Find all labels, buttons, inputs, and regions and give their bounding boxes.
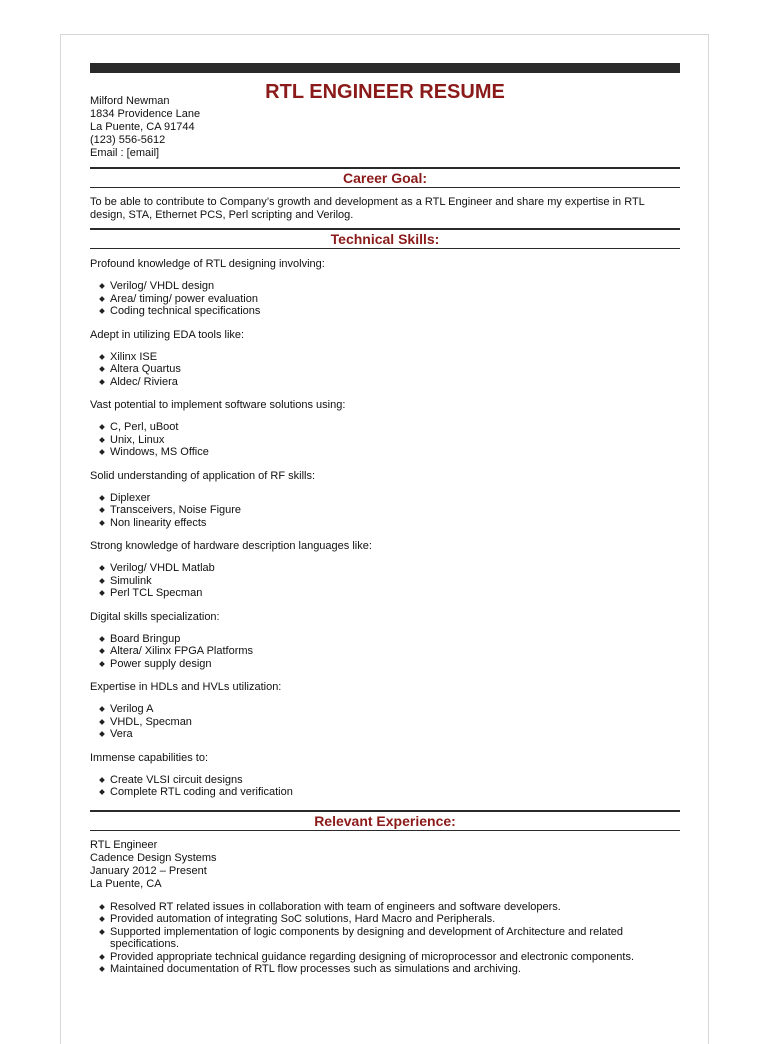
resume-content (90, 63, 680, 976)
skill-item: Xilinx ISE (110, 351, 680, 364)
skill-item: Perl TCL Specman (110, 587, 680, 600)
skill-item: Transceivers, Noise Figure (110, 504, 680, 517)
duty-item: Provided automation of integrating SoC solutions, Hard Macro and Peripherals. (110, 913, 680, 926)
skill-group-intro: Immense capabilities to: (90, 751, 208, 764)
skill-item: Altera/ Xilinx FPGA Platforms (110, 645, 680, 658)
skill-item: Verilog/ VHDL design (110, 280, 680, 293)
career-goal-text: To be able to contribute to Company’s growth and development as a RTL Engineer and share my expertise in RTL design, STA, Ethernet PCS, Perl scripting and Verilog. (90, 196, 645, 221)
duty-item: Supported implementation of logic components by designing and development of Architecture and related specifications. (110, 926, 680, 951)
contact-phone: (123) 556-5612 (90, 134, 166, 146)
skill-group-intro: Vast potential to implement software solutions using: (90, 399, 346, 411)
experience-job (90, 839, 680, 891)
skill-group-intro: Digital skills specialization: (90, 610, 220, 623)
skill-item: Coding technical specifications (110, 305, 680, 318)
contact-street: 1834 Providence Lane (90, 108, 201, 120)
skill-item: Vera (110, 728, 680, 741)
experience-heading: Relevant Experience: (90, 810, 680, 831)
contact-email: Email : [email] (90, 147, 160, 159)
contact-city: La Puente, CA 91744 (90, 121, 195, 133)
skill-group-list (90, 703, 680, 741)
skills-list (90, 258, 680, 799)
top-bar (90, 63, 680, 73)
skill-group-list (90, 492, 680, 530)
skill-group-list (90, 562, 680, 600)
skill-item: Windows, MS Office (110, 446, 680, 459)
skill-group-list (90, 280, 680, 318)
skill-group-list (90, 633, 680, 671)
skill-item: Area/ timing/ power evaluation (110, 293, 680, 306)
skill-group-list (90, 351, 680, 389)
duty-item: Provided appropriate technical guidance regarding designing of microprocessor and electronic components. (110, 951, 680, 964)
technical-skills-heading: Technical Skills: (90, 228, 680, 249)
skill-item: Board Bringup (110, 633, 680, 646)
skill-item: Verilog A (110, 703, 680, 716)
experience-duties (90, 901, 680, 976)
skill-group-intro: Strong knowledge of hardware description languages like: (90, 540, 372, 552)
skill-group-intro: Expertise in HDLs and HVLs utilization: (90, 681, 282, 693)
career-goal-heading: Career Goal: (90, 167, 680, 188)
contact-block (90, 95, 680, 160)
skill-item: Complete RTL coding and verification (110, 786, 680, 799)
skill-group-intro: Adept in utilizing EDA tools like: (90, 328, 245, 341)
skill-group-list (90, 774, 680, 799)
skill-item: Simulink (110, 575, 680, 588)
skill-group-intro: Solid understanding of application of RF skills: (90, 469, 316, 482)
skill-group-intro: Profound knowledge of RTL designing involving: (90, 258, 325, 270)
resume-page (60, 34, 709, 1044)
skill-item: Create VLSI circuit designs (110, 774, 680, 787)
job-location: La Puente, CA (90, 877, 162, 890)
skill-item: Altera Quartus (110, 363, 680, 376)
skill-group-list (90, 421, 680, 459)
skill-item: Aldec/ Riviera (110, 376, 680, 389)
duty-item: Maintained documentation of RTL flow processes such as simulations and archiving. (110, 963, 680, 976)
skill-item: Power supply design (110, 658, 680, 671)
skill-item: Diplexer (110, 492, 680, 505)
duty-item: Resolved RT related issues in collaboration with team of engineers and software developers. (110, 901, 680, 914)
skill-item: C, Perl, uBoot (110, 421, 680, 434)
job-role: RTL Engineer (90, 838, 158, 851)
skill-item: Non linearity effects (110, 517, 680, 530)
job-company: Cadence Design Systems (90, 851, 217, 864)
contact-name: Milford Newman (90, 95, 170, 107)
job-dates: January 2012 – Present (90, 864, 207, 877)
page-title: RTL ENGINEER RESUME (265, 81, 505, 103)
skill-item: Unix, Linux (110, 434, 680, 447)
skill-item: VHDL, Specman (110, 716, 680, 729)
skill-item: Verilog/ VHDL Matlab (110, 562, 680, 575)
